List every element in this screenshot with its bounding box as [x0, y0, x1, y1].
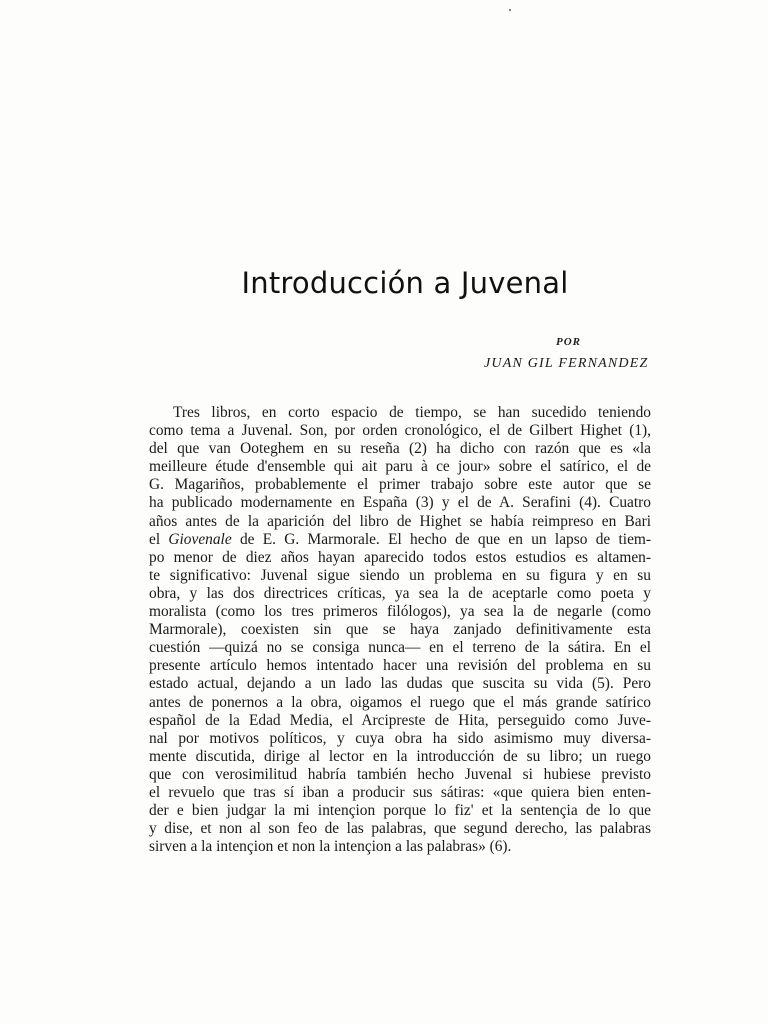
body-line: Marmorale), coexisten sin que se haya zanjado definitivamente esta [149, 621, 651, 639]
body-line: presente artículo hemos intentado hacer una revisión del problema en su [149, 657, 651, 675]
article-title: Introducción a Juvenal [241, 266, 569, 300]
body-line: meilleure étude d'ensemble qui ait paru à ce jour» sobre el satírico, el de [149, 458, 651, 476]
body-line: cuestión —quizá no se consiga nunca— en el terreno de la sátira. En el [149, 639, 651, 657]
body-line: Tres libros, en corto espacio de tiempo, se han sucedido teniendo [173, 404, 651, 421]
body-line: antes de ponernos a la obra, oigamos el ruego que el más grande satírico [149, 693, 651, 711]
body-line: te significativo: Juvenal sigue siendo un problema en su figura y en su [149, 566, 651, 584]
article-body [149, 404, 651, 856]
body-line: sirven a la intençion et non la intençion a las palabras» (6). [149, 838, 512, 856]
body-line: del que van Ooteghem en su reseña (2) ha dicho con razón que es «la [149, 440, 651, 458]
body-line: moralista (como los tres primeros filólogos), ya sea la de negarle (como [149, 603, 651, 621]
body-line: nal por motivos políticos, y cuya obra ha sido asimismo muy diversa- [149, 729, 651, 747]
scan-artifact-dot [509, 9, 511, 11]
body-line: el revuelo que tras sí iban a producir sus sátiras: «que quiera bien enten- [149, 783, 651, 801]
byline-prefix: POR [556, 336, 581, 348]
body-line: estado actual, dejando a un lado las dudas que suscita su vida (5). Pero [149, 675, 651, 693]
body-line: y dise, et non al son feo de las palabras, que segund derecho, las palabras [149, 820, 651, 838]
body-line: años antes de la aparición del libro de Highet se había reimpreso en Bari [149, 512, 651, 530]
body-line: ha publicado modernamente en España (3) y el de A. Serafini (4). Cuatro [149, 494, 651, 512]
body-line: mente discutida, dirige al lector en la introducción de su libro; un ruego [149, 747, 651, 765]
body-line: der e bien judgar la mi intençion porque lo fiz' et la sentençia de lo que [149, 802, 651, 820]
author-name: JUAN GIL FERNANDEZ [484, 356, 649, 371]
body-line: como tema a Juvenal. Son, por orden cronológico, el de Gilbert Highet (1), [149, 422, 651, 440]
body-line: obra, y las dos directrices críticas, ya sea la de aceptarle como poeta y [149, 584, 651, 602]
body-line: G. Magariños, probablemente el primer trabajo sobre este autor que se [149, 476, 651, 494]
body-line: que con verosimilitud habría también hecho Juvenal si hubiese previsto [149, 765, 651, 783]
body-line: español de la Edad Media, el Arcipreste de Hita, perseguido como Juve- [149, 711, 651, 729]
body-line: el Giovenale de E. G. Marmorale. El hecho de que en un lapso de tiem- [149, 530, 651, 548]
body-line: po menor de diez años hayan aparecido todos estos estudios es altamen- [149, 548, 651, 566]
